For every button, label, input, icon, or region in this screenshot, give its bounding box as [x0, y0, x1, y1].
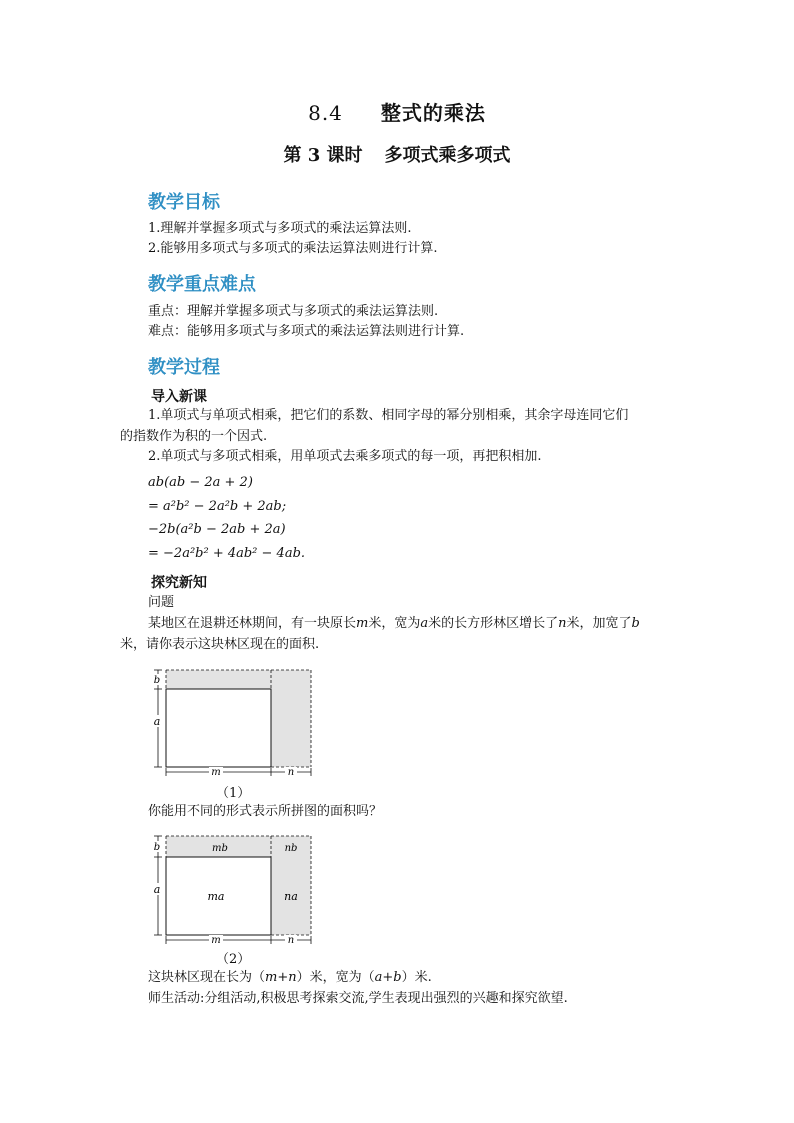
fig2-label-m: m — [211, 935, 221, 946]
lesson-number: 第 3 课时 — [283, 145, 363, 166]
figure-2-diagram — [146, 832, 318, 946]
fig1-top-strip — [166, 670, 311, 689]
fig1-right-strip — [271, 689, 311, 767]
fig2-label-mb: mb — [212, 843, 228, 854]
subheading-explore: 探究新知 — [151, 575, 207, 591]
intro-paragraph-1a: 1.单项式与单项式相乘，把它们的系数、相同字母的幂分别相乘，其余字母连同它们 — [148, 408, 629, 423]
result-text: 这块林区现在长为（m+n）米，宽为（a+b）米. — [148, 970, 432, 985]
fig1-label-n: n — [287, 767, 295, 778]
figure-2-caption: （2） — [216, 952, 251, 967]
subheading-intro: 导入新课 — [151, 389, 207, 405]
var-n: n — [558, 616, 567, 631]
math-line-1: ab(ab − 2a + 2) — [148, 475, 253, 490]
var-a: a — [420, 616, 429, 631]
math-line-3: −2b(a²b − 2ab + 2a) — [148, 522, 286, 537]
intro-paragraph-1b: 的指数作为积的一个因式. — [120, 429, 268, 444]
section-heading-goals: 教学目标 — [148, 192, 220, 213]
fig2-label-n: n — [287, 935, 295, 946]
page-title — [0, 97, 794, 126]
var-b: b — [631, 616, 640, 631]
problem-label: 问题 — [148, 595, 175, 610]
section-heading-keypoints: 教学重点难点 — [148, 274, 256, 295]
lesson-topic: 多项式乘多项式 — [384, 145, 511, 166]
lesson-subtitle — [0, 141, 794, 167]
problem-text-line-1: 某地区在退耕还林期间，有一块原长m米，宽为a米的长方形林区增长了n米，加宽了b — [148, 616, 640, 631]
fig1-label-a: a — [153, 715, 161, 728]
keypoint-item-2: 难点：能够用多项式与多项式的乘法运算法则进行计算. — [148, 324, 465, 339]
fig1-original-rect — [166, 689, 271, 767]
fig1-label-b: b — [153, 675, 161, 686]
problem-text-line-2: 米，请你表示这块林区现在的面积. — [120, 637, 320, 652]
fig2-label-na: na — [284, 890, 298, 903]
var-m: m — [356, 616, 369, 631]
fig2-label-ma: ma — [207, 890, 225, 903]
math-line-2: = a²b² − 2a²b + 2ab; — [148, 499, 287, 514]
figure-1-diagram — [146, 664, 318, 778]
intro-paragraph-2: 2.单项式与多项式相乘，用单项式去乘多项式的每一项，再把积相加. — [148, 449, 542, 464]
fig2-label-b: b — [153, 842, 161, 853]
fig1-label-m: m — [211, 767, 221, 778]
fig2-label-a: a — [153, 883, 161, 896]
activity-text: 师生活动:分组活动,积极思考探索交流,学生表现出强烈的兴趣和探究欲望. — [148, 991, 568, 1006]
question-text: 你能用不同的形式表示所拼图的面积吗？ — [148, 804, 383, 819]
math-line-4: = −2a²b² + 4ab² − 4ab. — [148, 546, 306, 561]
title-number: 8.4 — [308, 101, 343, 125]
fig2-label-nb: nb — [284, 843, 298, 854]
figure-1-caption: （1） — [216, 786, 251, 801]
goal-item-2: 2.能够用多项式与多项式的乘法运算法则进行计算. — [148, 241, 438, 256]
keypoint-item-1: 重点：理解并掌握多项式与多项式的乘法运算法则. — [148, 304, 439, 319]
section-heading-process: 教学过程 — [148, 357, 220, 378]
goal-item-1: 1.理解并掌握多项式与多项式的乘法运算法则. — [148, 221, 412, 236]
title-text: 整式的乘法 — [380, 101, 486, 125]
